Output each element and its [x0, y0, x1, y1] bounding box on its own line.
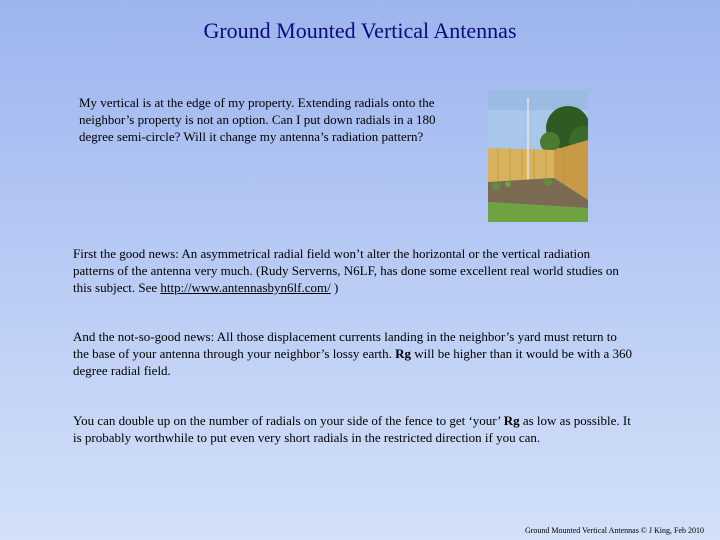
- n6lf-link[interactable]: http://www.antennasbyn6lf.com/: [160, 280, 331, 295]
- rg-term: Rg: [395, 346, 412, 361]
- photo-illustration: [488, 90, 588, 222]
- bad-news-paragraph: [73, 328, 633, 379]
- slide-footer: Ground Mounted Vertical Antennas © J King, Feb 2010: [524, 526, 704, 535]
- intro-question: My vertical is at the edge of my property. Extending radials onto the neighbor’s property is not an option. Can I put down radials in a 180 degree semi-circle? Will it change my antenna’s radiation pattern?: [79, 95, 436, 144]
- bad-news-text-end: will be higher than it would be with a 360 degree radial field.: [73, 346, 633, 378]
- bad-news-text: And the not-so-good news: All those displacement currents landing in the neighbor’s yard must return to the base of your antenna through your neighbor’s lossy earth.: [73, 329, 617, 361]
- good-news-paragraph: [73, 245, 633, 296]
- antenna-yard-photo: [488, 90, 588, 222]
- advice-text-end: as low as possible. It is probably worthwhile to put even very short radials in the restricted direction if you can.: [73, 413, 631, 445]
- advice-text: You can double up on the number of radials on your side of the fence to get ‘your’: [73, 413, 504, 428]
- good-news-text: First the good news: An asymmetrical radial field won’t alter the horizontal or the vertical radiation patterns of the antenna very much. (Rudy Serverns, N6LF, has done some excellent real world studies on this subject. See: [73, 246, 619, 295]
- rg-term: Rg: [503, 413, 520, 428]
- advice-paragraph: [73, 412, 633, 446]
- good-news-text-end: ): [330, 280, 339, 295]
- slide-title: Ground Mounted Vertical Antennas: [203, 18, 517, 43]
